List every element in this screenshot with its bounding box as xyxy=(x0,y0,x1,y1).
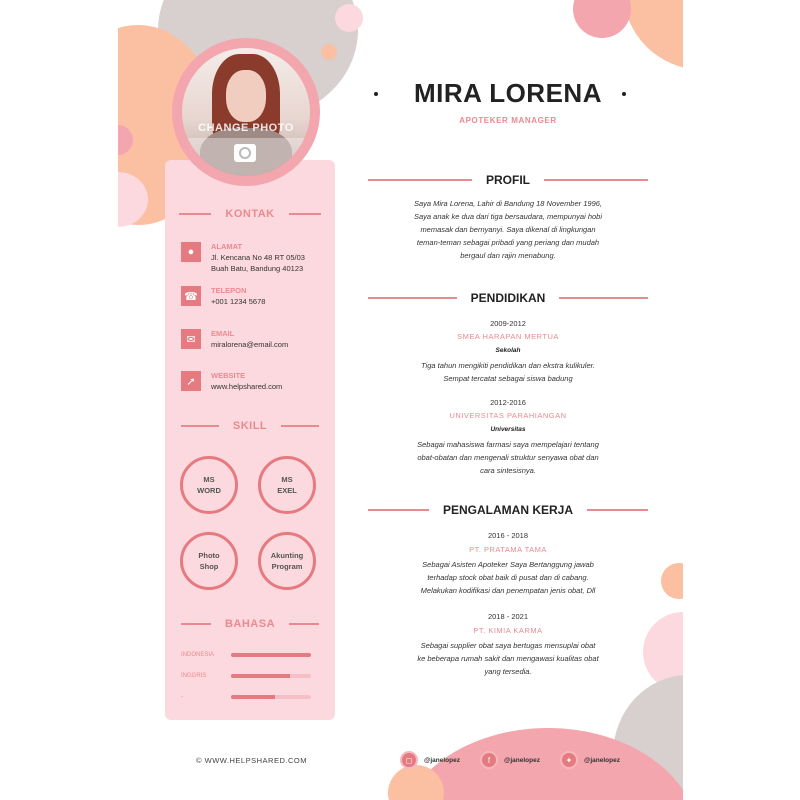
skill-title: SKILL xyxy=(232,420,268,432)
skill-photoshop: Photo Shop xyxy=(180,532,238,590)
edu-2-years: 2012-2016 xyxy=(490,398,526,407)
email-label: EMAIL xyxy=(211,329,235,338)
profile-photo[interactable] xyxy=(182,48,310,176)
skill-ms-excel: MS EXEL xyxy=(258,456,316,514)
contact-title: KONTAK xyxy=(225,208,275,220)
profile-photo-frame xyxy=(172,38,320,186)
edu-1-level: Sekolah xyxy=(495,347,521,354)
email-value[interactable]: miralorena@email.com xyxy=(211,340,289,349)
education-heading: PENDIDIKAN xyxy=(368,291,648,305)
edu-2-school: UNIVERSITAS PARAHIANGAN xyxy=(449,411,567,420)
exp-1-years: 2016 - 2018 xyxy=(487,531,529,540)
contact-address xyxy=(181,242,305,274)
edu-2-level: Universitas xyxy=(490,426,526,433)
bullet-dot-right xyxy=(622,92,626,96)
social-instagram[interactable]: ◻ @janelopez xyxy=(400,751,460,769)
decor-blob-small-peach xyxy=(321,44,337,60)
exp-1-company: PT. PRATAMA TAMA xyxy=(469,545,547,554)
language-indonesia: INDONESIA xyxy=(181,652,311,658)
job-title: APOTEKER MANAGER xyxy=(459,116,557,125)
arrow-icon: ➚ xyxy=(181,371,201,391)
language-english: INGGRIS xyxy=(181,673,311,679)
exp-2-years: 2018 - 2021 xyxy=(487,612,529,621)
decor-blob-tr-pink xyxy=(573,0,631,38)
contact-phone xyxy=(181,286,265,307)
decor-blob-small xyxy=(335,4,363,32)
edu-1-school: SMEA HARAPAN MERTUA xyxy=(457,332,559,341)
language-other: - xyxy=(181,694,311,700)
phone-icon: ☎ xyxy=(181,286,201,306)
change-photo-label: CHANGE PHOTO xyxy=(198,122,294,134)
instagram-icon: ◻ xyxy=(400,751,418,769)
language-title: BAHASA xyxy=(224,618,276,630)
decor-blob-r-peach xyxy=(661,563,683,599)
edu-1-desc: Tiga tahun mengikiti pendidikan dan ekstra kulikuler. Sempat tercatat sebagai siswa badung xyxy=(421,361,595,383)
contact-heading xyxy=(165,208,335,220)
phone-label: TELEPON xyxy=(211,286,247,295)
website-label: WEBSITE xyxy=(211,371,246,380)
person-name: MIRA LORENA xyxy=(414,78,602,108)
exp-2-company: PT. KIMIA KARMA xyxy=(473,626,543,635)
phone-value: +001 1234 5678 xyxy=(211,297,266,306)
profile-heading: PROFIL xyxy=(368,173,648,187)
exp-1-desc: Sebagai Asisten Apoteker Saya Bertanggung jawab terhadap stock obat baik di pusat dan di cabang. Melakukan kodifikasi dan penempatan jenis obat, Dll xyxy=(420,560,596,595)
website-value[interactable]: www.helpshared.com xyxy=(211,382,283,391)
skill-heading xyxy=(165,420,335,432)
experience-heading: PENGALAMAN KERJA xyxy=(368,503,648,517)
skill-ms-word: MS WORD xyxy=(180,456,238,514)
language-heading xyxy=(165,618,335,630)
decor-blob-tr-peach xyxy=(623,0,683,70)
address-line-2: Buah Batu, Bandung 40123 xyxy=(211,264,304,273)
camera-icon[interactable] xyxy=(234,144,256,162)
edu-2-desc: Sebagai mahasiswa farmasi saya mempelajari tentang obat-obatan dan mengenali struktur senyawa obat dan cara sintesisnya. xyxy=(417,440,599,475)
social-twitter[interactable]: ✦ @janelopez xyxy=(560,751,620,769)
facebook-icon: f xyxy=(480,751,498,769)
contact-email xyxy=(181,329,288,350)
sidebar-panel xyxy=(165,160,335,720)
edu-1-years: 2009-2012 xyxy=(490,319,526,328)
map-pin-icon: ● xyxy=(181,242,201,262)
contact-website xyxy=(181,371,282,392)
skill-accounting: Akunting Program xyxy=(258,532,316,590)
twitter-icon: ✦ xyxy=(560,751,578,769)
footer-copyright[interactable]: © WWW.HELPSHARED.COM xyxy=(196,756,307,765)
mail-icon: ✉ xyxy=(181,329,201,349)
profile-text: Saya Mira Lorena, Lahir di Bandung 18 November 1996, Saya anak ke dua dari tiga bersaudara, mempunyai hobi memasak dan bernyanyi. Saya dikenal di lingkungan teman-teman sebagai pribadi yang periang dan mudah bergaul dan rajin menabung. xyxy=(413,199,603,260)
address-line-1: Jl. Kencana No 48 RT 05/03 xyxy=(211,253,305,262)
exp-2-desc: Sebagai supplier obat saya bertugas mensuplai obat ke beberapa rumah sakit dan mengawasi kualitas obat yang tersedia. xyxy=(417,641,599,676)
social-facebook[interactable]: f @janelopez xyxy=(480,751,540,769)
resume-page xyxy=(118,0,683,800)
address-label: ALAMAT xyxy=(211,242,243,251)
